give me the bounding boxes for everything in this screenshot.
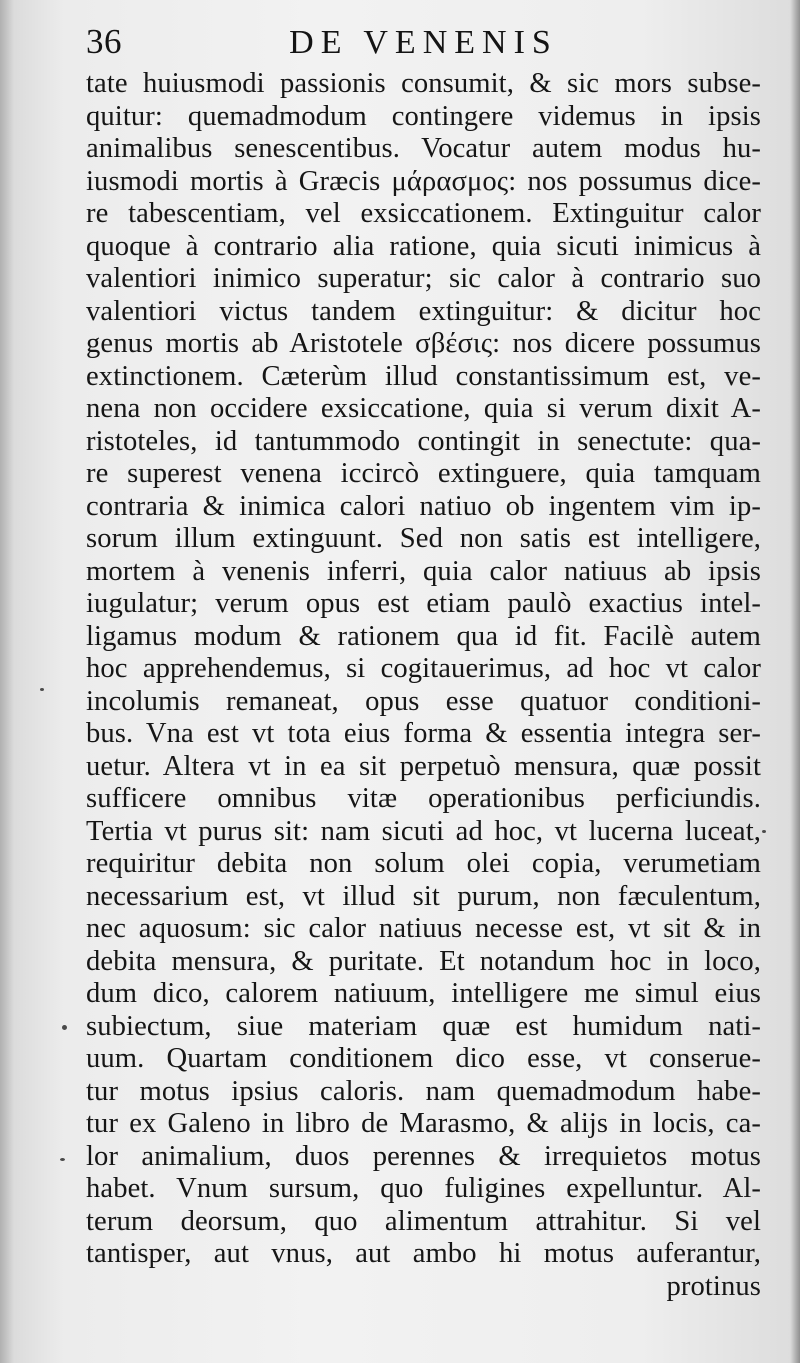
text-line: sorum illum extinguunt. Sed non satis est intelligere, [86,523,761,554]
text-line: requiritur debita non solum olei copia, verumetiam [86,848,761,879]
text-line: ristoteles, id tantummodo contingit in senectute: qua- [86,425,761,457]
text-line: sufficere omnibus vitæ operationibus perficiundis. [86,783,761,814]
text-line: tur ex Galeno in libro de Marasmo, & alijs in locis, ca- [86,1108,761,1139]
text-line: contraria & inimica calori natiuo ob ingentem vim ip- [86,490,761,522]
text-line: incolumis remaneat, opus esse quatuor conditioni- [86,685,761,717]
ink-speck [60,1158,65,1161]
text-line: tur motus ipsius caloris. nam quemadmodum habe- [86,1075,761,1107]
text-line: quoque à contrario alia ratione, quia sicuti inimicus à [86,230,761,262]
page-right-shadow [790,0,800,1363]
page-left-shadow [0,0,14,1363]
text-line: debita mensura, & puritate. Et notandum hoc in loco, [86,945,761,977]
text-line: lor animalium, duos perennes & irrequietos motus [86,1140,761,1172]
text-line: valentiori victus tandem extinguitur: & dicitur hoc [86,295,761,327]
text-line: hoc apprehendemus, si cogitauerimus, ad hoc vt calor [86,653,761,684]
text-line: iusmodi mortis à Græcis μάρασμος: nos possumus dice- [86,165,761,197]
text-line: Tertia vt purus sit: nam sicuti ad hoc, vt lucerna luceat, [86,815,761,847]
text-line: iugulatur; verum opus est etiam paulò exactius intel- [86,588,761,619]
page-number: 36 [86,22,122,61]
text-line: mortem à venenis inferri, quia calor natiuus ab ipsis [86,555,761,587]
text-line: dum dico, calorem natiuum, intelligere me simul eius [86,978,761,1009]
text-line: animalibus senescentibus. Vocatur autem modus hu- [86,133,761,164]
text-line: nena non occidere exsiccatione, quia si verum dixit A- [86,393,761,424]
text-line: necessarium est, vt illud sit purum, non fæculentum, [86,880,761,912]
text-line: uum. Quartam conditionem dico esse, vt conserue- [86,1043,761,1074]
text-line: subiectum, siue materiam quæ est humidum nati- [86,1010,761,1042]
text-line: bus. Vna est vt tota eius forma & essentia integra ser- [86,718,761,749]
page-header [86,22,761,66]
ink-speck [40,688,44,691]
text-line: ligamus modum & rationem qua id fit. Facilè autem [86,620,761,652]
text-line: tate huiusmodi passionis consumit, & sic mors subse- [86,68,761,99]
text-line: tantisper, aut vnus, aut ambo hi motus auferantur, [86,1238,761,1269]
text-line: re tabescentiam, vel exsiccationem. Extinguitur calor [86,198,761,229]
ink-speck [62,1025,67,1030]
catchword: protinus [666,1270,761,1302]
text-line: uetur. Altera vt in ea sit perpetuò mensura, quæ possit [86,750,761,782]
text-line: nec aquosum: sic calor natiuus necesse est, vt sit & in [86,913,761,944]
text-line: re superest venena iccircò extinguere, quia tamquam [86,458,761,489]
running-title: DE VENENIS [289,24,558,61]
text-line: genus mortis ab Aristotele σβέσις: nos dicere possumus [86,328,761,359]
text-line: valentiori inimico superatur; sic calor à contrario suo [86,263,761,294]
text-line: habet. Vnum sursum, quo fuligines expelluntur. Al- [86,1173,761,1204]
text-line: quitur: quemadmodum contingere videmus in ipsis [86,100,761,132]
text-line: extinctionem. Cæterùm illud constantissimum est, ve- [86,360,761,392]
ink-speck [762,830,766,833]
text-line: terum deorsum, quo alimentum attrahitur. Si vel [86,1205,761,1237]
text-block [86,68,761,1303]
